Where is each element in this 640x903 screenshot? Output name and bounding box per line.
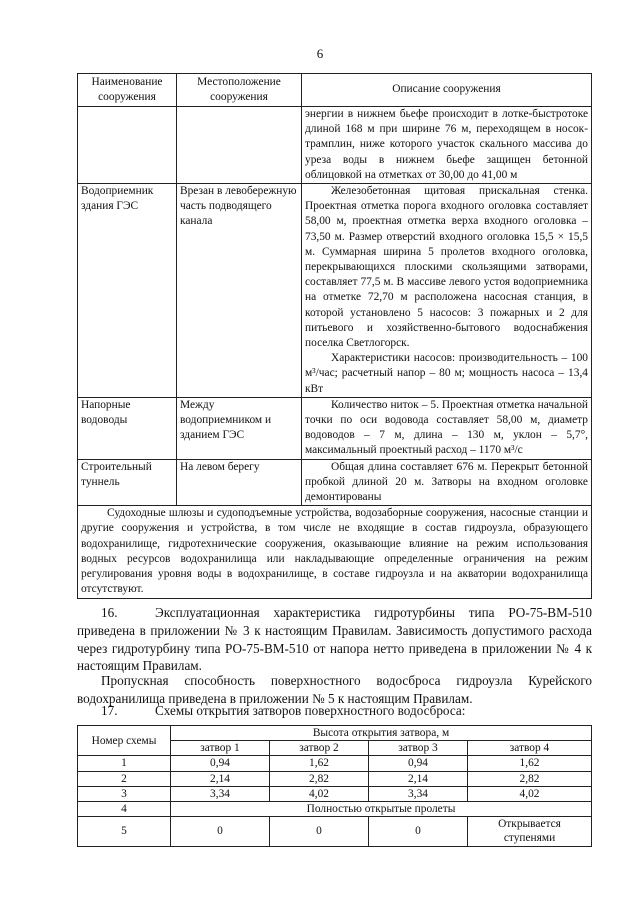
cell-value: 2,14 <box>171 771 270 786</box>
cell-value: 0 <box>270 817 369 846</box>
header-opening-height: Высота открытия затвора, м <box>171 726 592 741</box>
table-row <box>78 397 592 459</box>
cell-location: На левом берегу <box>177 459 302 506</box>
table-row <box>78 107 592 184</box>
table-row <box>78 756 592 771</box>
cell-value: 1,62 <box>270 756 369 771</box>
cell-value: 2,14 <box>369 771 468 786</box>
cell-value: Открывается ступенями <box>468 817 592 846</box>
cell-value: 0,94 <box>171 756 270 771</box>
facility-table <box>77 73 592 599</box>
cell-description: энергии в нижнем бьефе происходит в лотке-быстротоке длиной 168 м при ширине 76 м, переходящем в носок-трамплин, ниже которого участок скального массива до уреза воды в нижнем бьефе защищен бетонной облицовкой на отметках от 30,00 до 41,00 м <box>302 107 592 184</box>
header-location: Местоположение сооружения <box>177 74 302 107</box>
cell-value: 3,34 <box>369 786 468 801</box>
header-gate: затвор 4 <box>468 741 592 756</box>
cell-value: 2,82 <box>270 771 369 786</box>
cell-empty <box>177 107 302 184</box>
cell-value: 4,02 <box>270 786 369 801</box>
cell-name: Строительный туннель <box>78 459 177 506</box>
cell-location: Между водоприемником и зданием ГЭС <box>177 397 302 459</box>
paragraph-spillway: Пропускная способность поверхностного водосброса гидроузла Курейского водохранилища приведена в приложении № 5 к настоящим Правилам. <box>77 673 592 706</box>
scheme-table <box>77 725 592 847</box>
paragraph-16: 16. Эксплуатационная характеристика гидротурбины типа РО-75-ВМ-510 приведена в приложении № 3 к настоящим Правилам. Зависимость допустимого расхода через гидротурбину типа РО-75-ВМ-510 от напора нетто приведена в приложении № 4 к настоящим Правилам. <box>77 605 592 674</box>
page-number: 6 <box>316 46 324 61</box>
header-name: Наименование сооружения <box>78 74 177 107</box>
cell-value: 1,62 <box>468 756 592 771</box>
table-row <box>78 786 592 801</box>
cell-value: Полностью открытые пролеты <box>171 802 592 817</box>
cell-empty <box>78 107 177 184</box>
cell-description: Железобетонная щитовая прискальная стенка. Проектная отметка порога входного оголовка составляет 58,00 м, проектная отметка верха входного оголовка – 73,50 м. Размер отверстий входного оголовка 15,5 × 15,5 м. Суммарная ширина 5 пролетов входного оголовка, перекрывающихся плоскими скользящими затворами, составляет 77,5 м. В массиве левого устоя водоприемника на отметке 72,70 м расположена насосная станция, в которой установлено 5 насосов: 3 пожарных и 2 для питьевого и хозяйственно-бытового водоснабжения поселка Светлогорск. Характеристики насосов: производительность – 100 м³/час; расчетный напор – 80 м; мощность насоса – 13,4 кВт <box>302 184 592 398</box>
cell-scheme: 2 <box>78 771 171 786</box>
table-row <box>78 184 592 398</box>
cell-name: Напорные водоводы <box>78 397 177 459</box>
cell-value: 0,94 <box>369 756 468 771</box>
cell-description: Общая длина составляет 676 м. Перекрыт бетонной пробкой длиной 20 м. Затворы на входном оголовке демонтированы <box>302 459 592 506</box>
table-note: Судоходные шлюзы и судоподъемные устройства, водозаборные сооружения, насосные станции и другие сооружения и устройства, в том числе не входящие в состав гидроузла, образующего водохранилище, гидротехнические сооружения, оказывающие влияние на режим использования водных ресурсов водохранилища или накладывающие определенные ограничения на режим регулирования уровня воды в водохранилище, в составе гидроузла и на акватории водохранилища отсутствуют. <box>78 506 592 598</box>
paragraph-number: 17. <box>101 703 118 718</box>
header-scheme-number: Номер схемы <box>78 726 171 756</box>
header-gate: затвор 1 <box>171 741 270 756</box>
header-gate: затвор 2 <box>270 741 369 756</box>
header-gate: затвор 3 <box>369 741 468 756</box>
table-row <box>78 802 592 817</box>
paragraph-17: 17. Схемы открытия затворов поверхностного водосброса: <box>101 703 466 718</box>
cell-name: Водоприемник здания ГЭС <box>78 184 177 398</box>
facility-table-header <box>78 74 592 107</box>
cell-value: 3,34 <box>171 786 270 801</box>
cell-value: 0 <box>171 817 270 846</box>
cell-scheme: 5 <box>78 817 171 846</box>
cell-value: 0 <box>369 817 468 846</box>
cell-value: 4,02 <box>468 786 592 801</box>
table-row <box>78 459 592 506</box>
table-note-row <box>78 506 592 598</box>
cell-scheme: 3 <box>78 786 171 801</box>
cell-location: Врезан в левобережную часть подводящего канала <box>177 184 302 398</box>
cell-scheme: 1 <box>78 756 171 771</box>
cell-scheme: 4 <box>78 802 171 817</box>
table-row <box>78 817 592 846</box>
cell-value: 2,82 <box>468 771 592 786</box>
header-description: Описание сооружения <box>302 74 592 107</box>
paragraph-number: 16. <box>101 605 118 620</box>
table-row <box>78 771 592 786</box>
cell-description: Количество ниток – 5. Проектная отметка начальной точки по оси водовода составляет 58,00 м, диаметр водоводов – 7 м, длина – 130 м, уклон – 5,7°, максимальный проектный расход – 1170 м³/с <box>302 397 592 459</box>
